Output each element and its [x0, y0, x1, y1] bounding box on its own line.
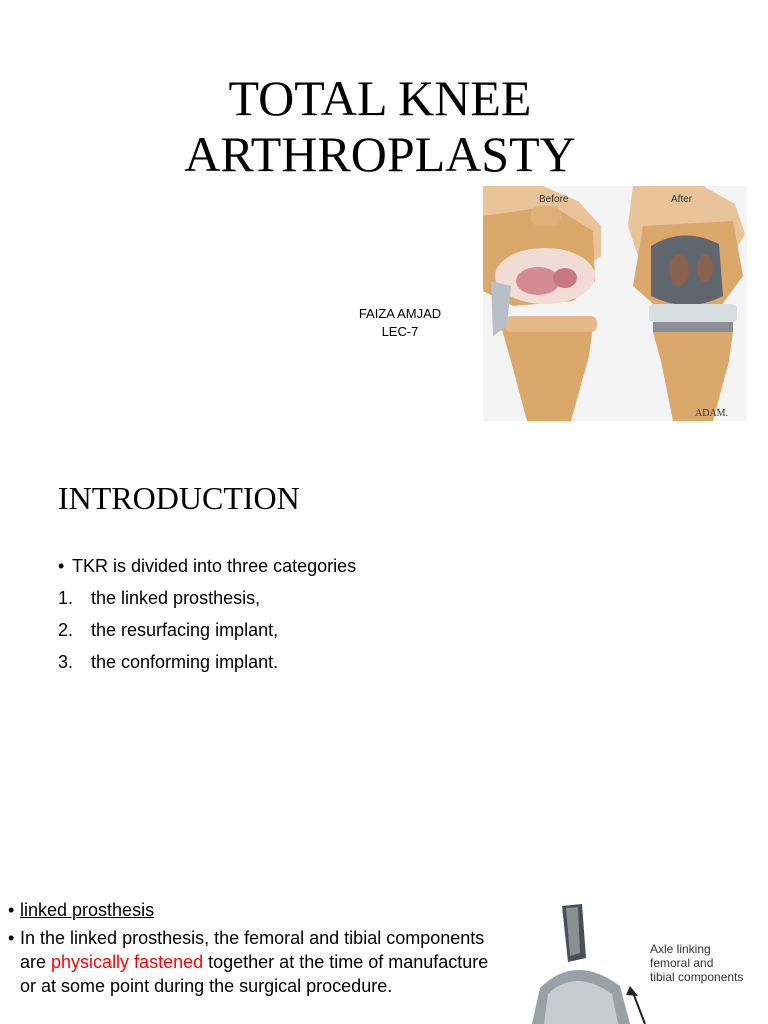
- author-block: [330, 305, 470, 341]
- image-credit: ADAM.: [695, 408, 729, 419]
- bullet-heading: linked prosthesis: [20, 900, 155, 920]
- title-line-2: ARTHROPLASTY: [184, 126, 576, 182]
- axle-label-line-3: tibial components: [650, 970, 744, 984]
- list-item: [58, 582, 356, 614]
- list-number: 3.: [58, 652, 74, 672]
- list-item: [8, 926, 508, 998]
- paragraph: [20, 926, 508, 998]
- bullet-icon: •: [8, 928, 15, 948]
- list-number: 2.: [58, 620, 74, 640]
- bullet-text: TKR is divided into three categories: [72, 556, 357, 576]
- page-title: [120, 70, 640, 182]
- author-code: LEC-7: [381, 324, 419, 339]
- paragraph-part-1: In the linked prosthesis, the femoral and tibial components are: [20, 928, 485, 972]
- paragraph-part-2: together at the time of manufacture or at some point during the surgical procedure.: [20, 952, 489, 996]
- list-item: [58, 614, 356, 646]
- bullet-icon: •: [58, 556, 65, 576]
- knee-before-after-image: [483, 186, 747, 421]
- author-name: FAIZA AMJAD: [358, 306, 442, 321]
- list-item: [8, 898, 508, 922]
- list-item: [58, 550, 356, 582]
- list-item: [58, 646, 356, 678]
- list-text: the resurfacing implant,: [91, 620, 279, 640]
- axle-label-line-1: Axle linking: [650, 942, 711, 956]
- highlight-text: physically fastened: [51, 952, 204, 972]
- intro-list: [58, 550, 356, 678]
- section-heading: INTRODUCTION: [58, 480, 300, 516]
- bullet-icon: •: [8, 900, 15, 920]
- list-text: the conforming implant.: [91, 652, 279, 672]
- list-number: 1.: [58, 588, 74, 608]
- axle-label-line-2: femoral and: [650, 956, 714, 970]
- title-line-1: TOTAL KNEE: [228, 70, 532, 126]
- list-text: the linked prosthesis,: [91, 588, 261, 608]
- before-label: Before: [539, 194, 569, 205]
- axle-label: [650, 942, 743, 984]
- after-label: After: [671, 194, 693, 205]
- linked-prosthesis-list: [8, 898, 508, 998]
